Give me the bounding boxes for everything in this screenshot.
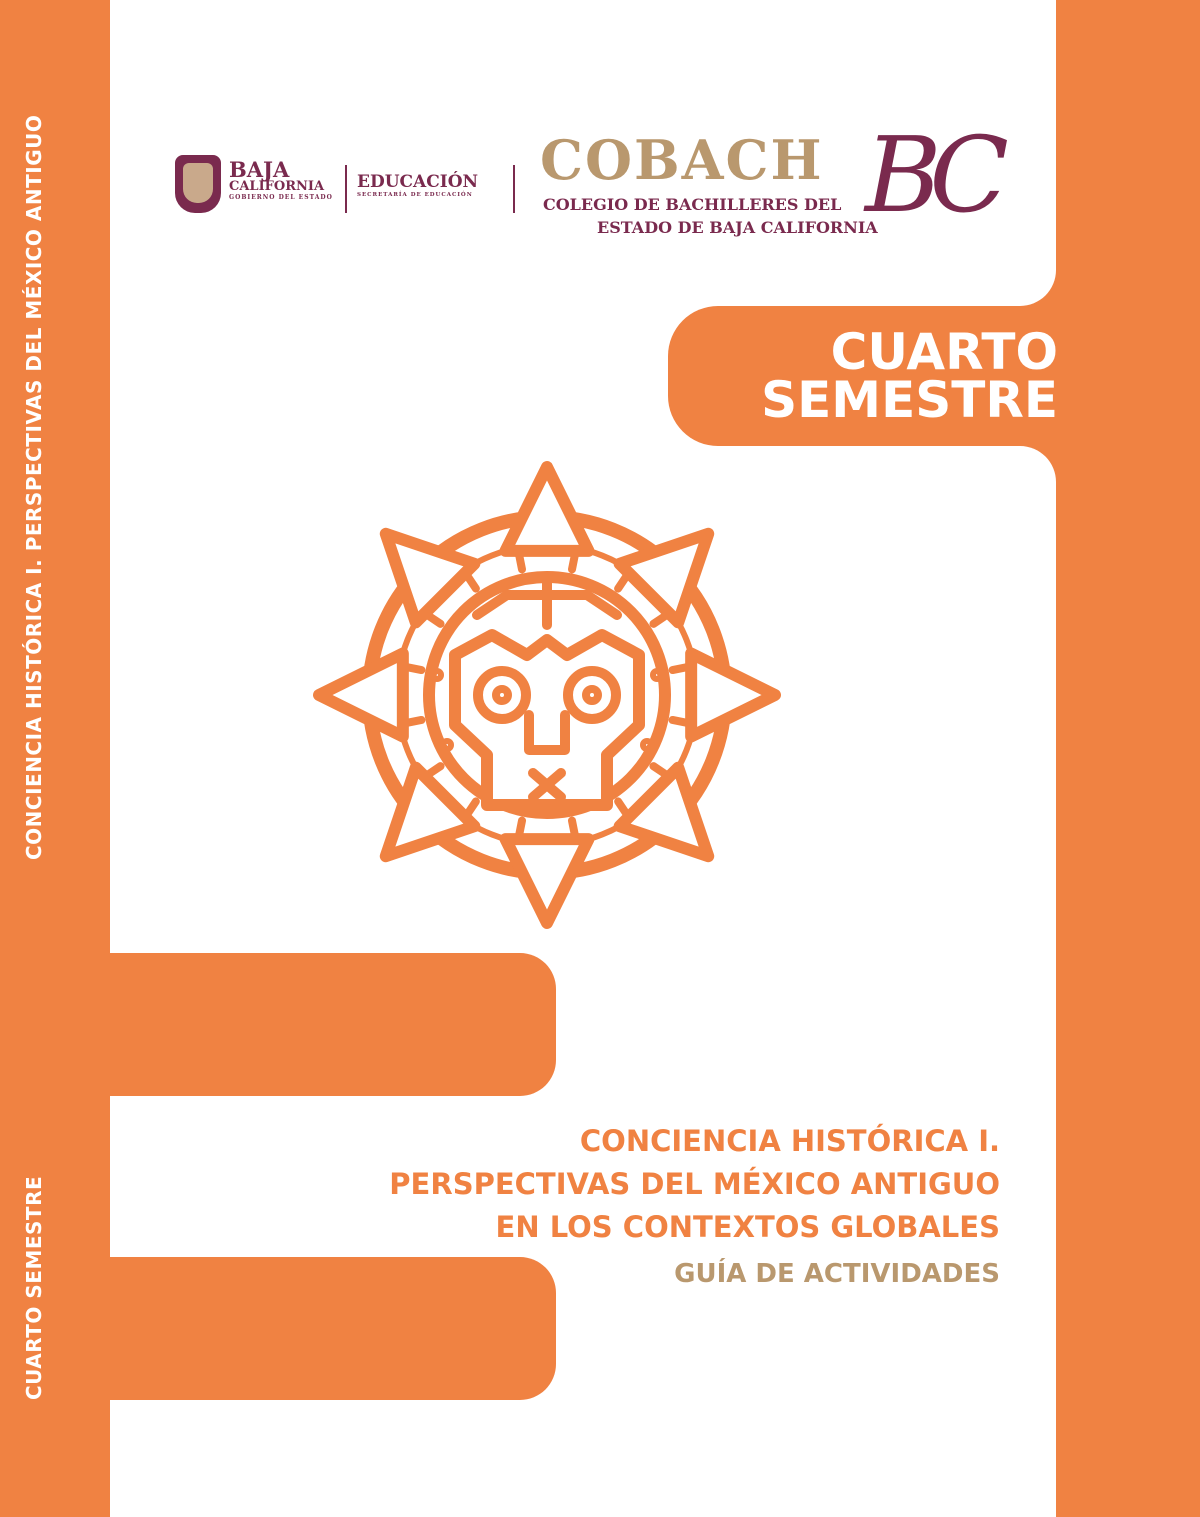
semester-badge	[668, 306, 1078, 446]
education-logo-main: EDUCACIÓN	[357, 172, 479, 192]
cobach-logo-script: BC	[865, 114, 995, 236]
education-logo-sub: SECRETARÍA DE EDUCACIÓN	[357, 192, 473, 198]
title-block	[200, 1120, 1000, 1289]
logo-divider	[513, 165, 515, 213]
semester-badge-line2: SEMESTRE	[761, 371, 1058, 429]
title-line: EN LOS CONTEXTOS GLOBALES	[495, 1210, 1000, 1244]
cobach-logo-line1: COLEGIO DE BACHILLERES DEL	[543, 195, 842, 214]
state-logo-text	[229, 157, 333, 202]
cobach-logo-name: COBACH	[540, 128, 824, 192]
title-line: PERSPECTIVAS DEL MÉXICO ANTIGUO	[389, 1167, 1000, 1201]
right-spine-band	[1056, 0, 1200, 1517]
state-logo-gobierno: GOBIERNO DEL ESTADO	[229, 194, 333, 201]
header-logos	[175, 114, 995, 250]
education-logo	[357, 173, 478, 199]
title-line: CONCIENCIA HISTÓRICA I.	[579, 1124, 1000, 1158]
badge-corner	[1020, 446, 1056, 482]
aztec-sun-stone-icon	[310, 458, 784, 932]
upper-orange-tab	[110, 953, 556, 1096]
state-logo-california: CALIFORNIA	[229, 179, 325, 194]
cobach-logo-line2: ESTADO DE BAJA CALIFORNIA	[597, 218, 878, 237]
subtitle: GUÍA DE ACTIVIDADES	[674, 1259, 1000, 1289]
left-spine-band	[0, 0, 110, 1517]
semester-badge-line1: CUARTO	[830, 323, 1058, 381]
badge-corner	[1020, 270, 1056, 306]
state-shield-icon	[175, 155, 221, 213]
logo-divider	[345, 165, 347, 213]
spine-semester: CUARTO SEMESTRE	[22, 1175, 46, 1400]
spine-book-title: CONCIENCIA HISTÓRICA I. PERSPECTIVAS DEL MÉXICO ANTIGUO	[22, 114, 46, 860]
state-logo-baja: BAJA	[229, 157, 290, 182]
